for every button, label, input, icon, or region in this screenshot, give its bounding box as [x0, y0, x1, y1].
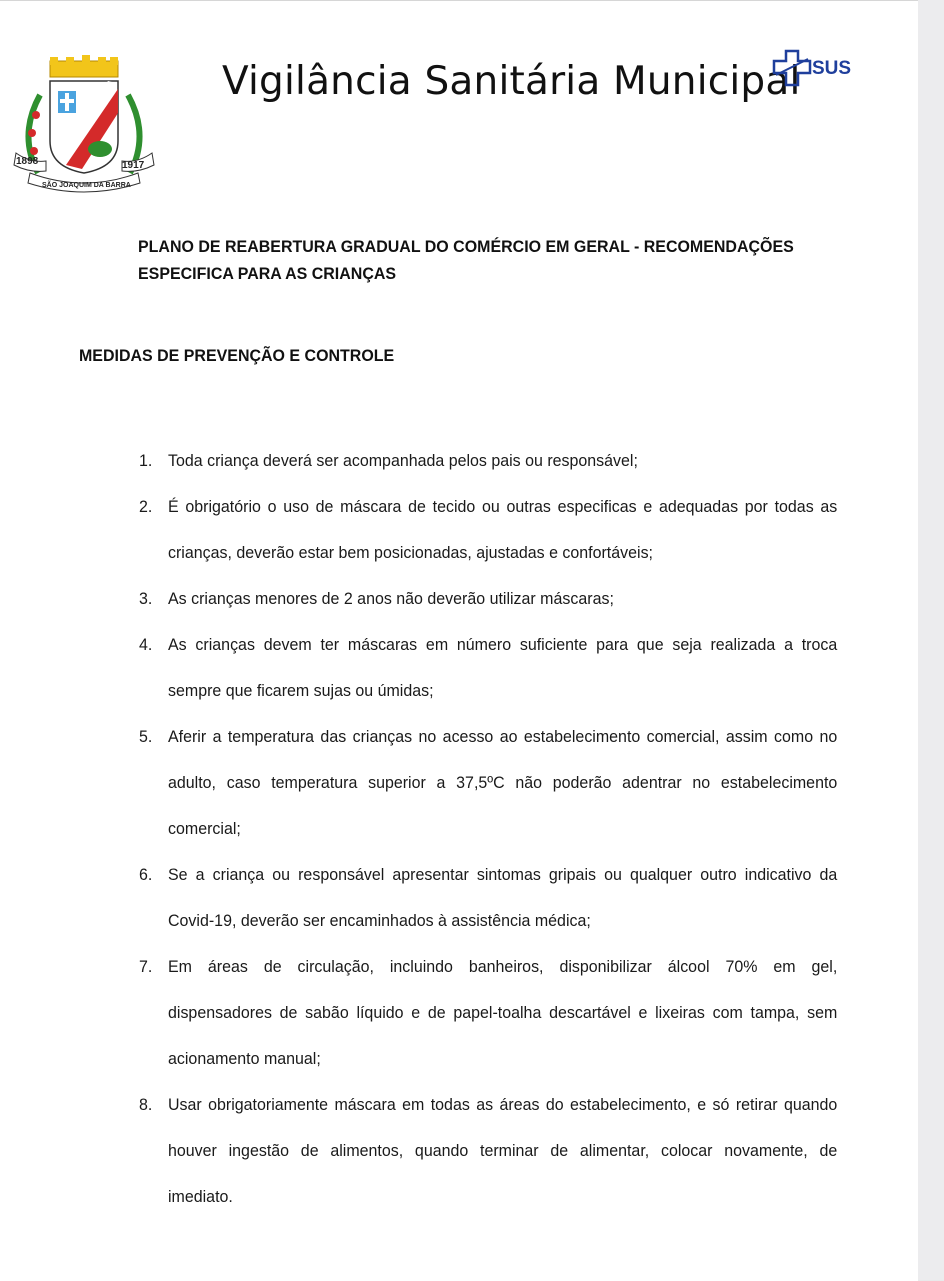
list-item-text: Usar obrigatoriamente máscara em todas as áreas do estabelecimento, e só retirar quando — [168, 1095, 838, 1114]
municipal-crest-logo — [10, 55, 158, 201]
list-item-number: 5. — [139, 727, 153, 746]
list-item-number: 8. — [139, 1095, 153, 1114]
crest-year-right: 1917 — [122, 160, 145, 171]
document-title-line-2: ESPECIFICA PARA AS CRIANÇAS — [138, 264, 397, 283]
sus-logo — [772, 49, 862, 91]
viewer-background-strip — [918, 0, 944, 1280]
list-item-text: Se a criança ou responsável apresentar sintomas gripais ou qualquer outro indicativo da — [168, 865, 838, 884]
list-item-text: imediato. — [168, 1187, 233, 1206]
document-title — [138, 233, 815, 287]
list-item-number: 6. — [139, 865, 153, 884]
list-item-number: 3. — [139, 589, 153, 608]
list-item-text: Toda criança deverá ser acompanhada pelos pais ou responsável; — [168, 451, 638, 470]
crest-banner-text: SÃO JOAQUIM DA BARRA — [42, 182, 131, 189]
list-item-text: comercial; — [168, 819, 241, 838]
list-item-text: dispensadores de sabão líquido e de papel-toalha descartável e lixeiras com tampa, sem — [168, 1003, 838, 1022]
list-item-text: sempre que ficarem sujas ou úmidas; — [168, 681, 434, 700]
crest-year-left: 1898 — [16, 156, 39, 167]
list-item-number: 7. — [139, 957, 153, 976]
list-item-text: adulto, caso temperatura superior a 37,5ºC não poderão adentrar no estabelecimento — [168, 773, 838, 792]
list-item-text: crianças, deverão estar bem posicionadas, ajustadas e confortáveis; — [168, 543, 653, 562]
list-item-number: 2. — [139, 497, 153, 516]
list-item-number: 4. — [139, 635, 153, 654]
section-heading: MEDIDAS DE PREVENÇÃO E CONTROLE — [79, 346, 395, 365]
list-item-number: 1. — [139, 451, 153, 470]
sus-text: SUS — [812, 58, 852, 79]
list-item-text: Covid-19, deverão ser encaminhados à assistência médica; — [168, 911, 591, 930]
sus-cross-icon — [772, 49, 816, 91]
header-title: Vigilância Sanitária Municipal — [222, 59, 801, 104]
document-title-line-1: PLANO DE REABERTURA GRADUAL DO COMÉRCIO EM GERAL - RECOMENDAÇÕES — [138, 237, 794, 256]
list-item-text: As crianças devem ter máscaras em número suficiente para que seja realizada a troca — [168, 635, 838, 654]
list-item-text: Aferir a temperatura das crianças no acesso ao estabelecimento comercial, assim como no — [168, 727, 838, 746]
list-item-text: houver ingestão de alimentos, quando terminar de alimentar, colocar novamente, de — [168, 1141, 838, 1160]
list-item-text: acionamento manual; — [168, 1049, 321, 1068]
list-item-text: As crianças menores de 2 anos não deverão utilizar máscaras; — [168, 589, 614, 608]
list-item-text: Em áreas de circulação, incluindo banheiros, disponibilizar álcool 70% em gel, — [168, 957, 838, 976]
list-item-text: É obrigatório o uso de máscara de tecido ou outras especificas e adequadas por todas as — [168, 497, 838, 516]
